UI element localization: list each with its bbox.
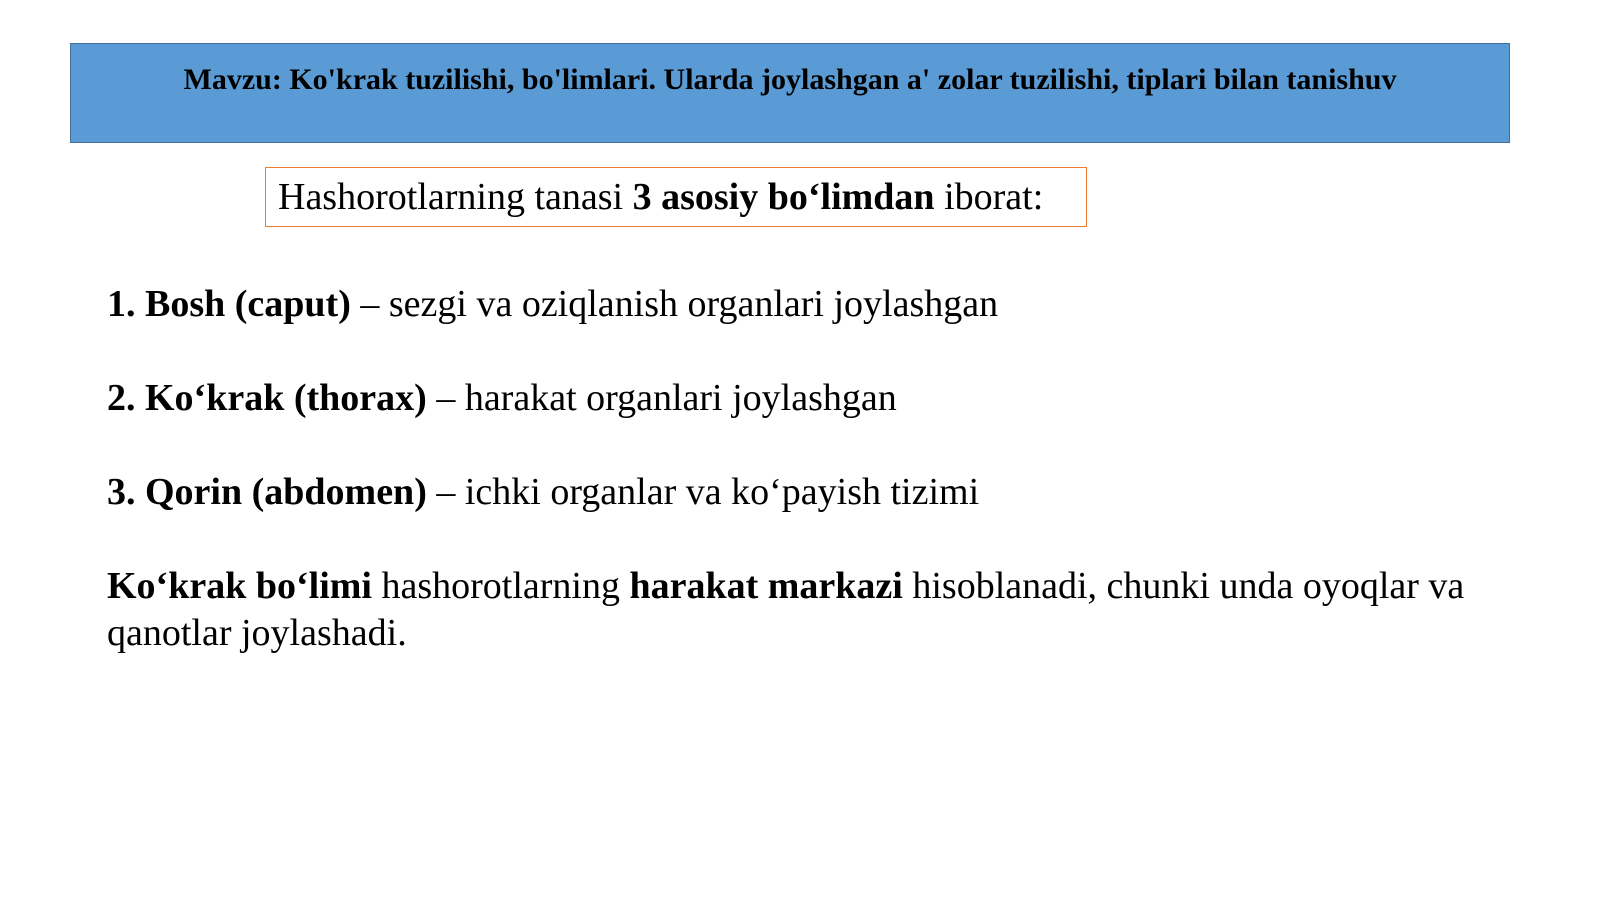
list-item-term: 1. Bosh (caput) [107,283,351,325]
list-item-description: – ichki organlar va ko‘payish tizimi [426,471,980,513]
list-item-term: 2. Ko‘krak (thorax) [107,377,427,419]
summary-text-1: hashorotlarning [371,565,630,607]
subtitle-prefix: Hashorotlarning tanasi [278,176,633,218]
slide-title-text: Mavzu: Ko'krak tuzilishi, bo'limlari. Ularda joylashgan a' zolar tuzilishi, tiplari bilan tanishuv [183,63,1397,96]
summary-bold-term: Ko‘krak bo‘limi [107,565,372,607]
summary-text-2: hisoblanadi, chunki unda oyoqlar va qanotlar joylashadi. [107,565,1465,654]
list-item-description: – harakat organlari joylashgan [426,377,897,419]
summary-bold-phrase: harakat markazi [629,565,903,607]
subtitle-bold: 3 asosiy bo‘limdan [632,176,935,218]
list-item-thorax [107,375,897,421]
subtitle-box [265,167,1087,227]
list-item-head [107,281,998,327]
list-item-term: 3. Qorin (abdomen) [107,471,427,513]
slide-title [70,43,1510,143]
list-item-description: – sezgi va oziqlanish organlari joylashgan [350,283,999,325]
list-item-abdomen [107,469,979,515]
subtitle-suffix: iborat: [934,176,1044,218]
summary-paragraph [107,563,1527,657]
